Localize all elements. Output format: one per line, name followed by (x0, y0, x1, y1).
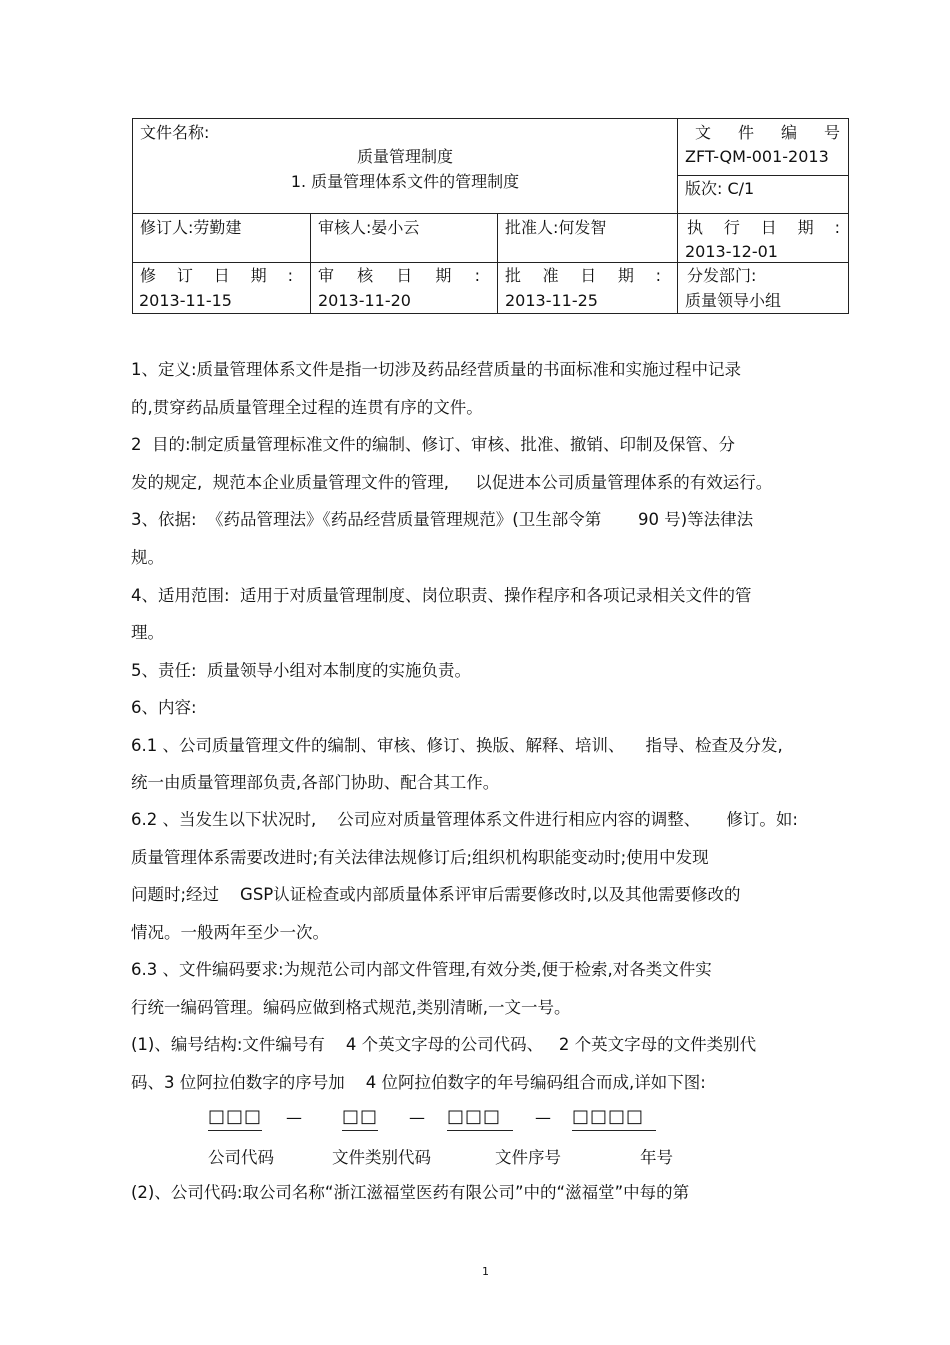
body-line: 统一由质量管理部负责,各部门协助、配合其工作。 (131, 773, 500, 792)
category-code-label: 文件类别代码 (332, 1148, 431, 1167)
serial-code-boxes: □□□ (447, 1106, 513, 1131)
body-line: 6.1 、公司质量管理文件的编制、审核、修订、换版、解释、培训、 指导、检查及分发, (131, 736, 783, 755)
table-divider (677, 175, 849, 176)
category-code-boxes: □□ (342, 1106, 378, 1131)
approve-date-label: 批 准 日 期 : (505, 266, 661, 285)
approver: 批准人:何发智 (505, 218, 607, 237)
body-line: 6、内容: (131, 698, 197, 717)
code-dash: — (286, 1108, 302, 1127)
review-date: 2013-11-20 (318, 291, 411, 310)
doc-subtitle: 1. 质量管理体系文件的管理制度 (290, 172, 520, 191)
header-table (132, 118, 849, 314)
dist-dept-label: 分发部门: (687, 266, 757, 285)
dist-dept: 质量领导小组 (685, 291, 782, 310)
file-name-label: 文件名称: (140, 123, 210, 142)
table-divider (497, 213, 498, 314)
company-code-label: 公司代码 (208, 1148, 274, 1167)
body-line: 5、责任: 质量领导小组对本制度的实施负责。 (131, 661, 472, 680)
body-line: 规。 (131, 548, 164, 567)
body-line: 6.2 、当发生以下状况时, 公司应对质量管理体系文件进行相应内容的调整、 修订。如: (131, 810, 798, 829)
code-dash: — (535, 1108, 551, 1127)
code-dash: — (409, 1108, 425, 1127)
body-line: 3、依据: 《药品管理法》《药品经营质量管理规范》(卫生部令第 90 号)等法律法 (131, 510, 754, 529)
body-line: 行统一编码管理。编码应做到格式规范,类别清晰,一文一号。 (131, 998, 571, 1017)
serial-code-label: 文件序号 (495, 1148, 561, 1167)
approve-date: 2013-11-25 (505, 291, 598, 310)
exec-date-label: 执 行 日 期 : (687, 218, 840, 237)
body-line: (1)、编号结构:文件编号有 4 个英文字母的公司代码、 2 个英文字母的文件类别代 (131, 1035, 757, 1054)
body-line: 码、3 位阿拉伯数字的序号加 4 位阿拉伯数字的年号编码组合而成,详如下图: (131, 1073, 706, 1092)
doc-no-label: 文 件 编 号 (695, 123, 840, 142)
table-divider (133, 213, 849, 214)
doc-version: 版次: C/1 (685, 179, 755, 198)
year-code-boxes: □□□□ (572, 1106, 656, 1131)
table-divider (677, 119, 678, 314)
revise-date-label: 修 订 日 期 : (140, 266, 293, 285)
body-line: 6.3 、文件编码要求:为规范公司内部文件管理,有效分类,便于检索,对各类文件实 (131, 960, 712, 979)
revise-date: 2013-11-15 (139, 291, 232, 310)
body-line: 4、适用范围: 适用于对质量管理制度、岗位职责、操作程序和各项记录相关文件的管 (131, 586, 752, 605)
company-code-boxes: □□□ (208, 1106, 262, 1131)
reviser: 修订人:劳勤建 (140, 218, 242, 237)
body-line: 2 目的:制定质量管理标准文件的编制、修订、审核、批准、撤销、印制及保管、分 (131, 435, 736, 454)
body-line: 问题时;经过 GSP认证检查或内部质量体系评审后需要修改时,以及其他需要修改的 (131, 885, 741, 904)
body-line: 理。 (131, 623, 164, 642)
body-line: 情况。一般两年至少一次。 (131, 923, 329, 942)
exec-date: 2013-12-01 (685, 242, 778, 261)
doc-title: 质量管理制度 (356, 147, 453, 166)
year-code-label: 年号 (640, 1148, 673, 1167)
review-date-label: 审 核 日 期 : (318, 266, 480, 285)
reviewer: 审核人:晏小云 (318, 218, 420, 237)
body-line: 的,贯穿药品质量管理全过程的连贯有序的文件。 (131, 398, 483, 417)
table-divider (310, 213, 311, 314)
body-line: (2)、公司代码:取公司名称“浙江滋福堂医药有限公司”中的“滋福堂”中每的第 (131, 1183, 690, 1202)
doc-number: ZFT-QM-001-2013 (685, 147, 829, 166)
page-number: 1 (482, 1265, 489, 1278)
body-line: 1、定义:质量管理体系文件是指一切涉及药品经营质量的书面标准和实施过程中记录 (131, 360, 742, 379)
body-line: 发的规定, 规范本企业质量管理文件的管理, 以促进本公司质量管理体系的有效运行。 (131, 473, 773, 492)
body-line: 质量管理体系需要改进时;有关法律法规修订后;组织机构职能变动时;使用中发现 (131, 848, 709, 867)
